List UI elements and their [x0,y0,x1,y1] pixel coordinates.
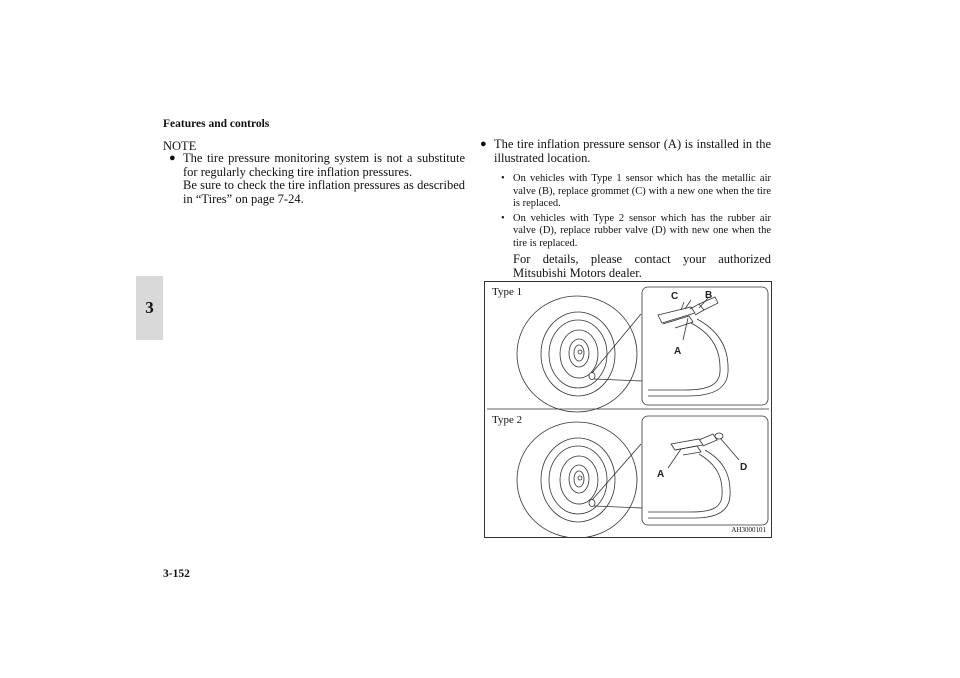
bullet-icon: ● [480,138,487,150]
bullet-icon: ● [169,152,176,164]
dealer-contact-text: For details, please contact your authorized Mitsubishi Motors dealer. [513,252,771,280]
type2-label: Type 2 [492,414,523,426]
note-bullet [169,151,465,206]
callout-lines [592,444,643,508]
sub-item-type2 [494,213,771,251]
section-title: Features and controls [163,118,270,130]
sub-item-type1 [494,173,771,211]
sensor-bullet-text: The tire inflation pressure sensor (A) is installed in the illustrated location. [494,137,771,165]
note-label: NOTE [163,139,197,153]
page-number: 3-152 [163,568,190,580]
sensor-illustration [484,281,772,538]
label-a-type2: A [657,469,665,480]
tire-icon [517,422,637,537]
right-column [480,137,771,280]
label-d: D [740,462,748,473]
sub-item-text: On vehicles with Type 2 sensor which has the rubber air valve (D), replace rubber valve (D) with new one when the tire is replaced. [513,212,771,249]
sensor-sub-list [494,173,771,250]
chapter-number: 3 [145,298,154,317]
left-column [169,151,465,206]
label-a-type1: A [674,346,682,357]
sub-bullet-icon: • [501,173,505,184]
detail-box-type1 [642,287,768,405]
tire-icon [517,296,637,412]
sub-item-text: On vehicles with Type 1 sensor which has the metallic air valve (B), replace grommet (C) with a new one when the tire is replaced. [513,173,771,209]
note-bullet-text: The tire pressure monitoring system is not a substitute for regularly checking tire inflation pressures. [183,151,465,179]
callout-lines [592,314,643,381]
label-c: C [671,291,679,302]
figure-code: AH3000101 [731,526,766,534]
label-b: B [705,290,713,301]
sub-bullet-icon: • [501,212,505,224]
illustration-drawing [485,282,771,537]
chapter-tab [136,276,163,340]
note-continuation-text: Be sure to check the tire inflation pressures as described in “Tires” on page 7-24. [183,178,465,206]
type1-label: Type 1 [492,286,523,298]
sensor-bullet [480,137,771,165]
